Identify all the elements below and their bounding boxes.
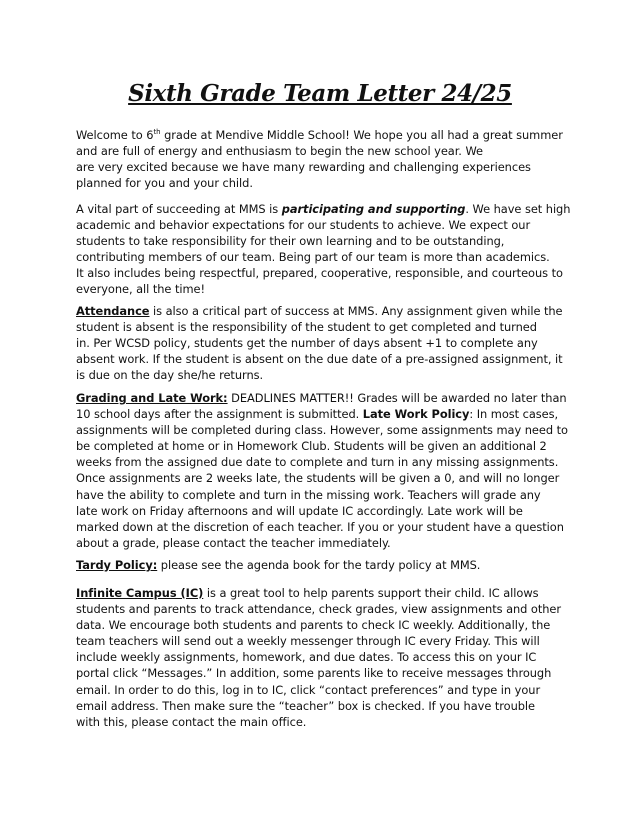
vital-paragraph: A vital part of succeeding at MMS is participating and supporting. We have set high academic and behavior expectations for our students to achieve. We expect our students to take responsibility for their own learning and to be outstanding, contributing members of our team. Being part of our team is more than academics. It also includes being respectful, prepared, cooperative, responsible, and courteous to everyone, all the time! <box>76 202 571 297</box>
emphasis-text: participating and supporting <box>281 202 466 216</box>
page-title: Sixth Grade Team Letter 24/25 <box>128 80 512 107</box>
attendance-heading: Attendance <box>76 304 150 318</box>
attendance-paragraph: Attendance is also a critical part of success at MMS. Any assignment given while the student is absent is the responsibility of the student to get completed and turned in. Per WCSD policy, students get the number of days absent +1 to complete any absent work. If the student is absent on the due date of a pre-assigned assignment, it is due on the day she/he returns. <box>76 304 563 383</box>
welcome-paragraph: Welcome to 6th grade at Mendive Middle School! We hope you all had a great summer and are full of energy and enthusiasm to begin the new school year. We are very excited because we have many rewarding and challenging experiences planned for you and your child. <box>76 128 563 191</box>
late-work-policy-label: Late Work Policy <box>362 407 470 422</box>
grading-heading: Grading and Late Work: <box>76 391 228 405</box>
tardy-paragraph: Tardy Policy: please see the agenda book for the tardy policy at MMS. <box>76 558 481 572</box>
infinite-campus-paragraph: Infinite Campus (IC) is a great tool to help parents support their child. IC allows students and parents to track attendance, check grades, view assignments and other data. We encourage both students and parents to check IC weekly. Additionally, the team teachers will send out a weekly messenger through IC every Friday. This will include weekly assignments, homework, and due dates. To access this on your IC portal click “Messages.” In addition, some parents like to receive messages through email. In order to do this, log in to IC, click “contact preferences” and type in your email address. Then make sure the “teacher” box is checked. If you have trouble with this, please contact the main office. <box>76 586 562 729</box>
tardy-heading: Tardy Policy: <box>76 558 158 572</box>
infinite-campus-heading: Infinite Campus (IC) <box>76 586 204 600</box>
grading-paragraph: Grading and Late Work: DEADLINES MATTER!! Grades will be awarded no later than 10 school days after the assignment is submitted. Late Work Policy: In most cases, assignments will be completed during class. However, some assignments may need to be completed at home or in Homework Club. Students will be given an additional 2 weeks from the assigned due date to complete and turn in any missing assignments. Once assignments are 2 weeks late, the students will be given a 0, and will no longer have the ability to complete and turn in the missing work. Teachers will grade any late work on Friday afternoons and will update IC accordingly. Late work will be marked down at the discretion of each teacher. If you or your student have a question about a grade, please contact the teacher immediately. <box>76 391 568 550</box>
